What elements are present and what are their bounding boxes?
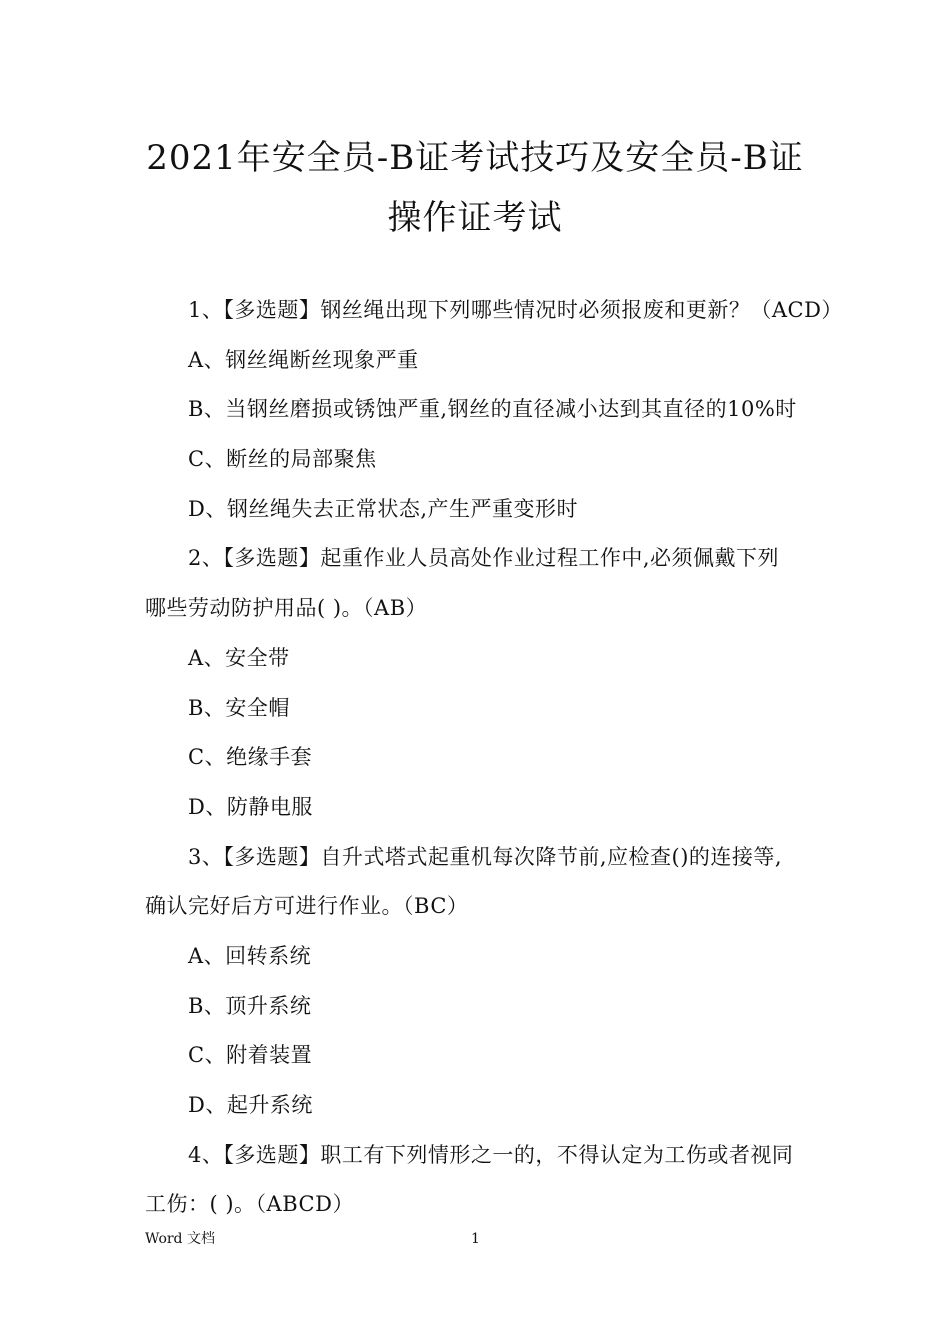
text-line: A、安全带	[188, 645, 290, 670]
text-line: C、绝缘手套	[188, 745, 313, 770]
text-line: A、钢丝绳断丝现象严重	[188, 347, 419, 372]
text-line: D、起升系统	[188, 1093, 313, 1117]
text-line: 确认完好后方可进行作业。（BC）	[145, 894, 469, 919]
text-line: 1、【多选题】钢丝绳出现下列哪些情况时必须报废和更新？（ACD）	[188, 298, 843, 322]
document-title-line-2: 操作证考试	[387, 198, 563, 238]
document-title-line-1: 2021年安全员-B证考试技巧及安全员-B证	[146, 138, 804, 178]
text-line: 哪些劳动防护用品( )。（AB）	[145, 596, 428, 621]
text-line: A、回转系统	[188, 943, 312, 968]
text-line: C、附着装置	[188, 1043, 313, 1068]
document-body	[145, 286, 843, 1230]
text-line: D、钢丝绳失去正常状态,产生严重变形时	[188, 496, 579, 521]
text-line: 2、【多选题】起重作业人员高处作业过程工作中,必须佩戴下列	[188, 546, 780, 571]
text-line: 3、【多选题】自升式塔式起重机每次降节前,应检查()的连接等,	[188, 844, 783, 869]
footer-label: Word 文档	[145, 1231, 215, 1247]
text-line: 工伤：( )。（ABCD）	[145, 1192, 354, 1217]
text-line: D、防静电服	[188, 794, 313, 819]
text-line: C、断丝的局部聚焦	[188, 447, 377, 472]
text-line: B、安全帽	[188, 695, 290, 720]
footer-page-number: 1	[471, 1231, 480, 1247]
text-line: B、顶升系统	[188, 993, 312, 1018]
text-line: 4、【多选题】职工有下列情形之一的，不得认定为工伤或者视同	[188, 1142, 794, 1167]
text-line: B、当钢丝磨损或锈蚀严重,钢丝的直径减小达到其直径的10%时	[188, 397, 797, 422]
